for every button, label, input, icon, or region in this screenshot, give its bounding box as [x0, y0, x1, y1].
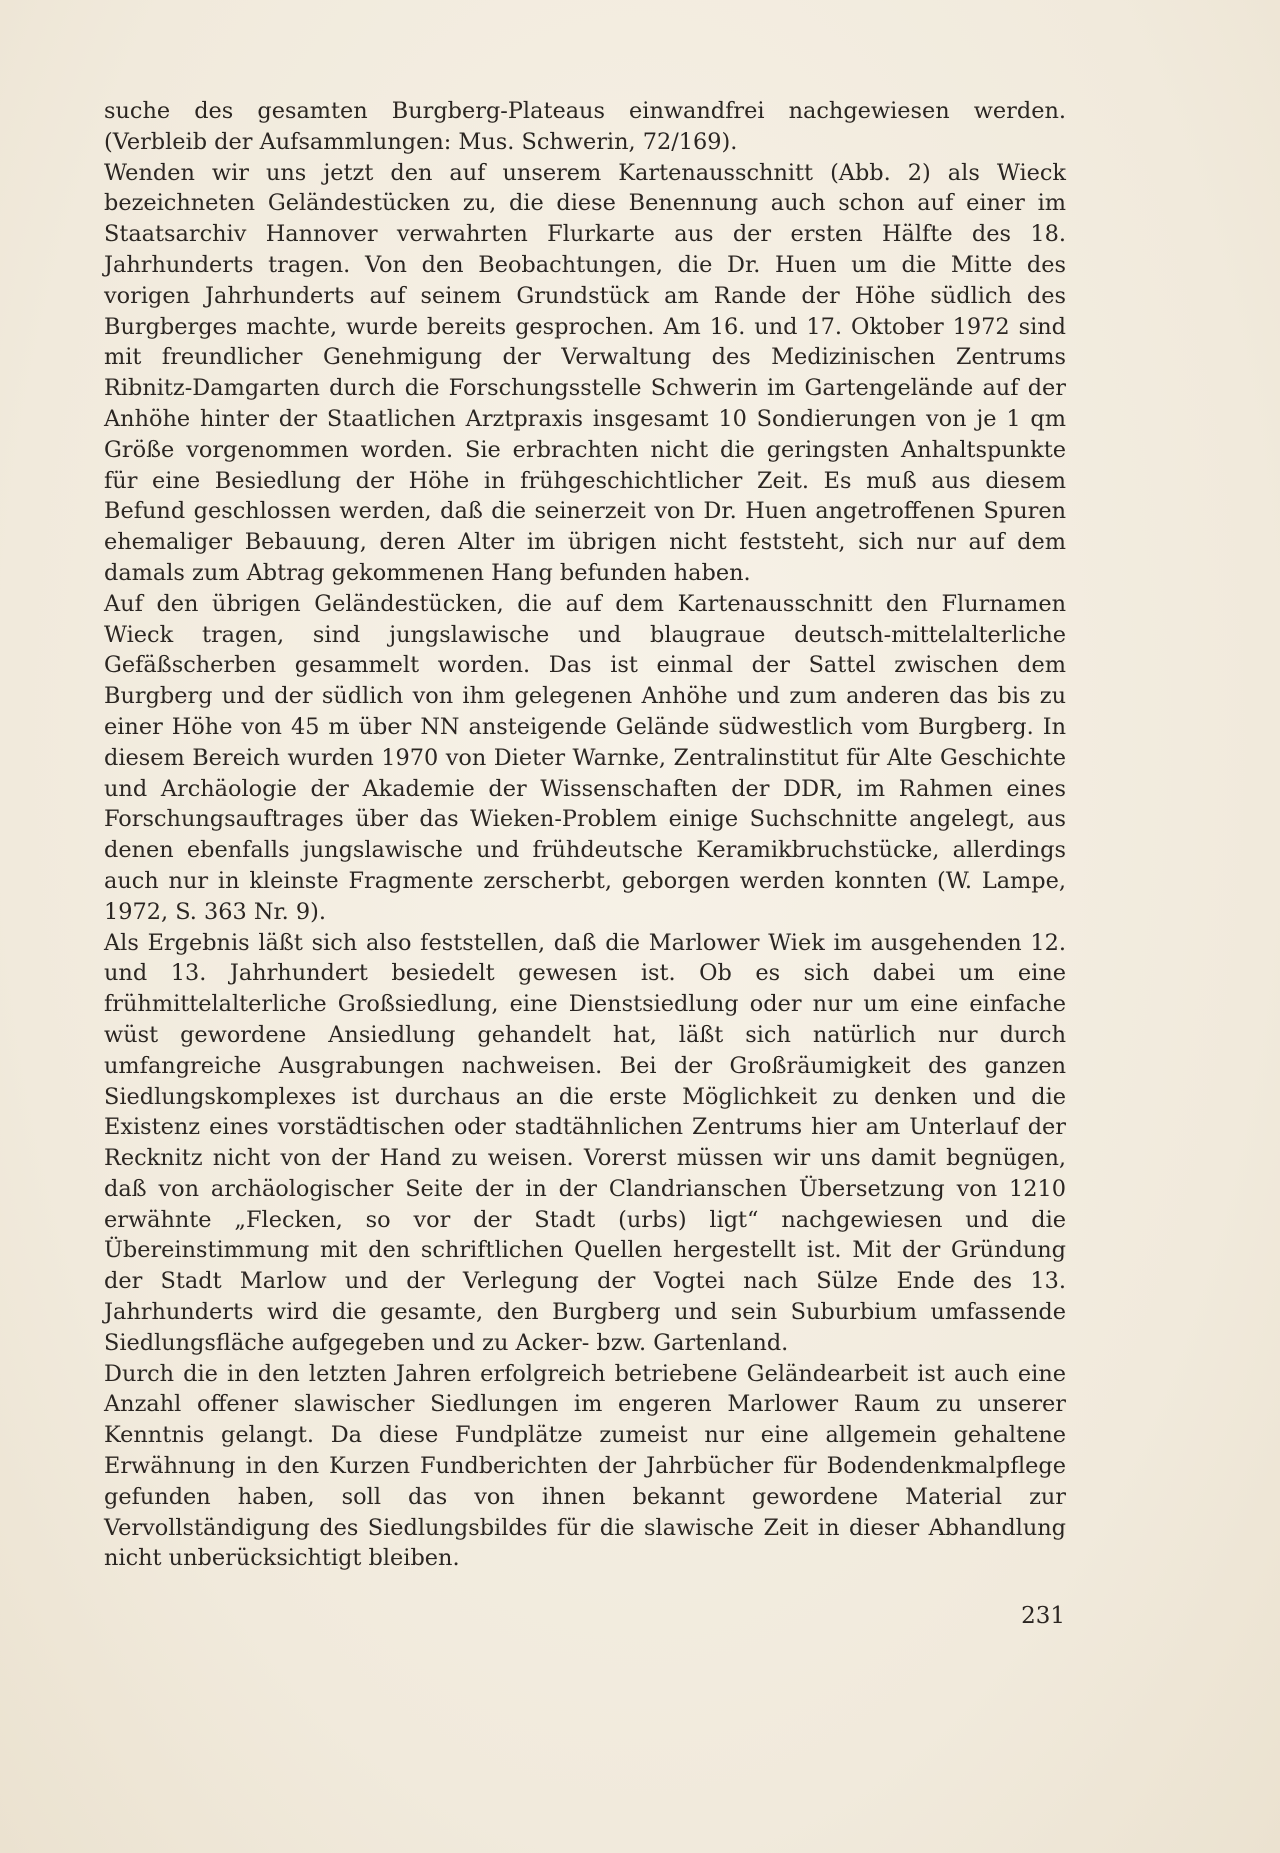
page-number: 231: [1021, 1603, 1065, 1629]
paragraph-2: Wenden wir uns jetzt den auf unserem Kartenausschnitt (Abb. 2) als Wieck bezeichneten Geländestücken zu, die diese Benennung auch schon auf einer im Staatsarchiv Hannover verwahrten Flurkarte aus der ersten Hälfte des 18. Jahrhunderts tragen. Von den Beobachtungen, die Dr. Huen um die Mitte des vorigen Jahrhunderts auf seinem Grundstück am Rande der Höhe südlich des Burgberges machte, wurde bereits gesprochen. Am 16. und 17. Oktober 1972 sind mit freundlicher Genehmigung der Verwaltung des Medizinischen Zentrums Ribnitz-Damgarten durch die Forschungsstelle Schwerin im Gartengelände auf der Anhöhe hinter der Staatlichen Arztpraxis insgesamt 10 Sondierungen von je 1 qm Größe vorgenommen worden. Sie erbrachten nicht die geringsten Anhaltspunkte für eine Besiedlung der Höhe in frühgeschichtlicher Zeit. Es muß aus diesem Befund geschlossen werden, daß die seinerzeit von Dr. Huen angetroffenen Spuren ehemaliger Bebauung, deren Alter im übrigen nicht feststeht, sich nur auf dem damals zum Abtrag gekommenen Hang befunden haben.: [104, 159, 1066, 586]
paragraph-1: suche des gesamten Burgberg-Plateaus einwandfrei nachgewiesen werden. (Verbleib der Aufsammlungen: Mus. Schwerin, 72/169).: [104, 98, 1066, 155]
paragraph-4: Als Ergebnis läßt sich also feststellen, daß die Marlower Wiek im ausgehenden 12. und 13. Jahrhundert besiedelt gewesen ist. Ob es sich dabei um eine frühmittelalterliche Großsiedlung, eine Dienstsiedlung oder nur um eine einfache wüst gewordene Ansiedlung gehandelt hat, läßt sich natürlich nur durch umfangreiche Ausgrabungen nachweisen. Bei der Großräumigkeit des ganzen Siedlungskomplexes ist durchaus an die erste Möglichkeit zu denken und die Existenz eines vorstädtischen oder stadtähnlichen Zentrums hier am Unterlauf der Recknitz nicht von der Hand zu weisen. Vorerst müssen wir uns damit begnügen, daß von archäologischer Seite der in der Clandrianschen Übersetzung von 1210 erwähnte „Flecken, so vor der Stadt (urbs) ligt“ nachgewiesen und die Übereinstimmung mit den schriftlichen Quellen hergestellt ist. Mit der Gründung der Stadt Marlow und der Verlegung der Vogtei nach Sülze Ende des 13. Jahrhunderts wird die gesamte, den Burgberg und sein Suburbium umfassende Siedlungsfläche aufgegeben und zu Acker- bzw. Gartenland.: [104, 929, 1066, 1356]
paragraph-3: Auf den übrigen Geländestücken, die auf dem Kartenausschnitt den Flurnamen Wieck tragen, sind jungslawische und blaugraue deutsch-mittelalterliche Gefäßscherben gesammelt worden. Das ist einmal der Sattel zwischen dem Burgberg und der südlich von ihm gelegenen Anhöhe und zum anderen das bis zu einer Höhe von 45 m über NN ansteigende Gelände südwestlich vom Burgberg. In diesem Bereich wurden 1970 von Dieter Warnke, Zentralinstitut für Alte Geschichte und Archäologie der Akademie der Wissenschaften der DDR, im Rahmen eines Forschungsauftrages über das Wieken-Problem einige Suchschnitte angelegt, aus denen ebenfalls jungslawische und frühdeutsche Keramikbruchstücke, allerdings auch nur in kleinste Fragmente zerscherbt, geborgen werden konnten (W. Lampe, 1972, S. 363 Nr. 9).: [104, 590, 1066, 925]
body-text: [104, 96, 1066, 1574]
paragraph-5: Durch die in den letzten Jahren erfolgreich betriebene Geländearbeit ist auch eine Anzahl offener slawischer Siedlungen im engeren Marlower Raum zu unserer Kenntnis gelangt. Da diese Fundplätze zumeist nur eine allgemein gehaltene Erwähnung in den Kurzen Fundberichten der Jahrbücher für Bodendenkmalpflege gefunden haben, soll das von ihnen bekannt gewordene Material zur Vervollständigung des Siedlungsbildes für die slawische Zeit in dieser Abhandlung nicht unberücksichtigt bleiben.: [104, 1360, 1066, 1572]
